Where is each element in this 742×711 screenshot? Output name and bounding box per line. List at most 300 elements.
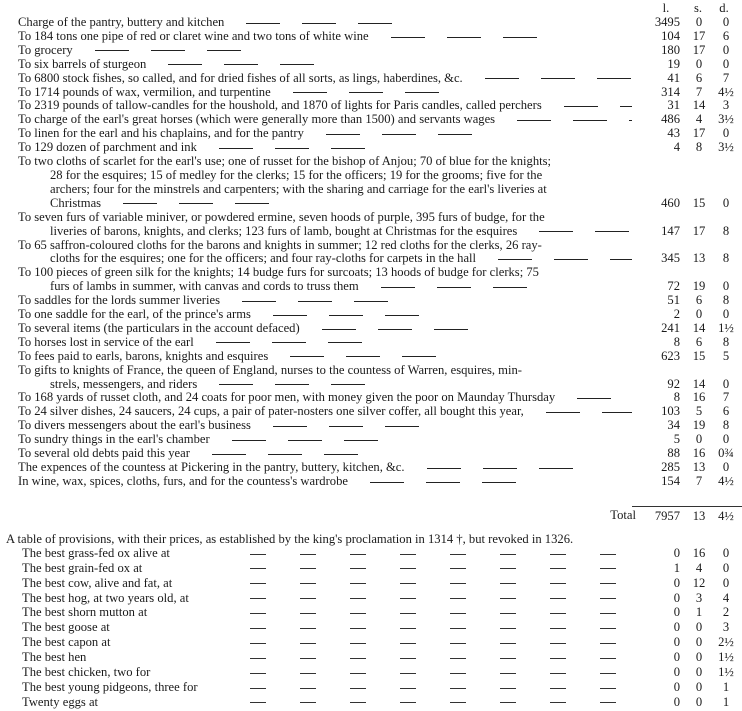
leader-dashes bbox=[250, 547, 650, 561]
leader-dash bbox=[450, 643, 466, 644]
leader-dash bbox=[322, 329, 356, 330]
pence-header: d. bbox=[719, 1, 729, 15]
provision-text: The best young pidgeons, three for bbox=[22, 679, 198, 694]
amount-shillings: 15 bbox=[692, 348, 706, 363]
provision-text: Twenty eggs at bbox=[22, 694, 99, 709]
leader-dash bbox=[358, 23, 392, 24]
leader-dash bbox=[268, 454, 302, 455]
leader-dash bbox=[550, 658, 566, 659]
amount-pence: 0 bbox=[722, 279, 730, 294]
amount-pence: 8 bbox=[722, 418, 730, 433]
provisions-title: A table of provisions, with their prices, as established by the king's proclamation in 1314 †, but revoked in 1326. bbox=[6, 532, 574, 546]
leader-dash bbox=[250, 658, 266, 659]
leader-dashes bbox=[250, 636, 650, 650]
leader-dash bbox=[450, 688, 466, 689]
provision-row bbox=[0, 651, 742, 666]
expense-row bbox=[0, 433, 742, 447]
leader-dash bbox=[95, 50, 129, 51]
leader-dash bbox=[179, 203, 213, 204]
amount-pounds: 34 bbox=[667, 418, 680, 433]
leader-dash bbox=[400, 643, 416, 644]
price-shillings: 0 bbox=[695, 665, 703, 680]
expense-text-line bbox=[0, 225, 632, 239]
total-shillings: 13 bbox=[692, 509, 706, 523]
price-pence: 2 bbox=[722, 605, 730, 620]
expense-text-line bbox=[0, 72, 632, 86]
leader-dash bbox=[482, 482, 516, 483]
amount-pence: 8 bbox=[722, 293, 730, 308]
expense-row bbox=[0, 405, 742, 419]
provision-text: The best chicken, two for bbox=[22, 665, 151, 680]
leader-dashes bbox=[250, 562, 650, 576]
leader-dash bbox=[280, 64, 314, 65]
provision-text: The best goose at bbox=[22, 620, 110, 635]
amount-pounds: 88 bbox=[667, 446, 680, 461]
leader-dash bbox=[207, 50, 241, 51]
expense-text: The expences of the countess at Pickering in the pantry, buttery, kitchen, &c. bbox=[18, 461, 405, 474]
expense-text: To several items (the particulars in the account defaced) bbox=[18, 321, 300, 335]
total-row bbox=[0, 509, 742, 525]
amount-pence: 0 bbox=[722, 56, 730, 71]
amount-pounds: 51 bbox=[667, 293, 680, 308]
leader-dash bbox=[600, 598, 616, 599]
expense-text-line bbox=[0, 433, 632, 447]
expense-row bbox=[0, 294, 742, 308]
leader-dash bbox=[219, 148, 253, 149]
leader-dash bbox=[400, 688, 416, 689]
leader-dash bbox=[550, 554, 566, 555]
amount-shillings: 15 bbox=[692, 195, 706, 210]
leader-dash bbox=[300, 643, 316, 644]
leader-dash bbox=[500, 598, 516, 599]
expense-text: To charge of the earl's great horses (which were generally more than 1500) and servants wages bbox=[18, 113, 496, 127]
expense-row bbox=[0, 16, 742, 30]
amount-shillings: 17 bbox=[692, 28, 706, 43]
leader-dash bbox=[450, 673, 466, 674]
leader-dash bbox=[273, 315, 307, 316]
provision-row bbox=[0, 577, 742, 592]
price-shillings: 3 bbox=[695, 590, 703, 605]
leader-dash bbox=[385, 426, 419, 427]
leader-dash bbox=[500, 658, 516, 659]
leader-dash bbox=[326, 134, 360, 135]
leader-dash bbox=[602, 412, 632, 413]
price-pence: 3 bbox=[722, 620, 730, 635]
leader-dash bbox=[600, 702, 616, 703]
amount-shillings: 17 bbox=[692, 223, 706, 238]
expense-text: cloths for the esquires; one for the officers; and four ray-cloths for carpets in the hall bbox=[50, 252, 477, 266]
expense-text-line bbox=[0, 405, 632, 419]
expense-row bbox=[0, 72, 742, 86]
price-pence: 0 bbox=[722, 545, 730, 560]
leader-dash bbox=[350, 613, 366, 614]
leader-dash bbox=[216, 342, 250, 343]
leader-dash bbox=[300, 554, 316, 555]
amount-shillings: 7 bbox=[695, 84, 703, 99]
provision-text: The best grass-fed ox alive at bbox=[22, 545, 170, 560]
leader-dash bbox=[329, 426, 363, 427]
leader-dash bbox=[550, 628, 566, 629]
amount-pounds: 486 bbox=[661, 112, 680, 127]
leader-dash bbox=[300, 598, 316, 599]
leader-dash bbox=[331, 148, 365, 149]
leader-dash bbox=[426, 482, 460, 483]
leader-dash bbox=[350, 568, 366, 569]
price-pounds: 0 bbox=[673, 620, 680, 635]
expense-text-line bbox=[0, 252, 632, 266]
expense-row bbox=[0, 211, 742, 239]
price-shillings: 0 bbox=[695, 620, 703, 635]
leader-dash bbox=[250, 568, 266, 569]
leader-dash bbox=[600, 583, 616, 584]
amount-pounds: 460 bbox=[661, 195, 680, 210]
expense-text-line bbox=[0, 113, 632, 127]
amount-pounds: 41 bbox=[667, 70, 680, 85]
leader-dash bbox=[350, 658, 366, 659]
amount-pounds: 314 bbox=[661, 84, 680, 99]
provision-row bbox=[0, 696, 742, 711]
provision-row bbox=[0, 666, 742, 681]
leader-dash bbox=[275, 148, 309, 149]
price-pounds: 0 bbox=[673, 635, 680, 650]
expense-text: To saddles for the lords summer liveries bbox=[18, 294, 220, 308]
leader-dash bbox=[250, 673, 266, 674]
leader-dash bbox=[573, 120, 607, 121]
leader-dash bbox=[550, 688, 566, 689]
leader-dash bbox=[600, 643, 616, 644]
expense-row bbox=[0, 447, 742, 461]
amount-pounds: 623 bbox=[661, 348, 680, 363]
price-shillings: 1 bbox=[695, 605, 703, 620]
leader-dash bbox=[450, 554, 466, 555]
amount-pounds: 5 bbox=[673, 432, 680, 447]
amount-pounds: 92 bbox=[667, 376, 680, 391]
amount-shillings: 14 bbox=[692, 98, 706, 113]
leader-dash bbox=[434, 329, 468, 330]
leader-dash bbox=[250, 598, 266, 599]
leader-dash bbox=[554, 259, 588, 260]
amount-pence: 6 bbox=[722, 404, 730, 419]
leader-dash bbox=[400, 598, 416, 599]
expense-text: To 2319 pounds of tallow-candles for the houshold, and 1870 of lights for Paris candles, called perchers bbox=[18, 99, 542, 113]
leader-dash bbox=[275, 384, 309, 385]
leader-dash bbox=[349, 92, 383, 93]
amount-shillings: 17 bbox=[692, 42, 706, 57]
expense-text: Charge of the pantry, buttery and kitchen bbox=[18, 16, 225, 29]
expense-text: Christmas bbox=[50, 196, 102, 210]
provision-text: The best hog, at two years old, at bbox=[22, 590, 189, 605]
leader-dash bbox=[500, 613, 516, 614]
amount-shillings: 16 bbox=[692, 390, 706, 405]
leader-dash bbox=[250, 688, 266, 689]
amount-pounds: 19 bbox=[667, 56, 680, 71]
leader-dash bbox=[350, 628, 366, 629]
price-pounds: 0 bbox=[673, 590, 680, 605]
price-pence: 1 bbox=[722, 694, 730, 709]
leader-dash bbox=[550, 673, 566, 674]
expense-text: To seven furs of variable miniver, or powdered ermine, seven hoods of purple, 395 furs of budge, for the bbox=[18, 210, 545, 224]
leader-dash bbox=[450, 598, 466, 599]
expense-list bbox=[0, 16, 742, 489]
expense-text: archers; four for the minstrels and carpenters; with the sharing and carriage for the earl's liveries at bbox=[50, 182, 547, 196]
leader-dash bbox=[447, 37, 481, 38]
leader-dash bbox=[485, 78, 519, 79]
amount-pence: 8 bbox=[722, 334, 730, 349]
expense-text-line bbox=[0, 44, 632, 58]
leader-dash bbox=[400, 628, 416, 629]
expense-text-line bbox=[0, 461, 632, 475]
leader-dash bbox=[378, 329, 412, 330]
amount-shillings: 7 bbox=[695, 473, 703, 488]
leader-dash bbox=[437, 287, 471, 288]
amount-pence: 6 bbox=[722, 28, 730, 43]
leader-dash bbox=[331, 384, 365, 385]
price-pence: 1 bbox=[722, 679, 730, 694]
leader-dash bbox=[400, 568, 416, 569]
amount-pounds: 154 bbox=[661, 473, 680, 488]
leader-dash bbox=[550, 702, 566, 703]
column-headers bbox=[0, 2, 742, 16]
expense-row bbox=[0, 391, 742, 405]
amount-pence: 0 bbox=[722, 432, 730, 447]
expense-text-line bbox=[0, 239, 632, 253]
price-shillings: 0 bbox=[695, 650, 703, 665]
expense-text-line bbox=[0, 308, 632, 322]
leader-dash bbox=[302, 23, 336, 24]
leader-dash bbox=[400, 702, 416, 703]
expense-text-line bbox=[0, 280, 632, 294]
leader-dash bbox=[450, 583, 466, 584]
leader-dash bbox=[539, 468, 573, 469]
leader-dash bbox=[450, 628, 466, 629]
amount-pence: 4½ bbox=[718, 84, 734, 99]
amount-shillings: 17 bbox=[692, 126, 706, 141]
expense-text-line bbox=[0, 419, 632, 433]
expense-text-line bbox=[0, 211, 632, 225]
price-pence: 1½ bbox=[718, 650, 734, 665]
leader-dash bbox=[350, 598, 366, 599]
expense-row bbox=[0, 266, 742, 294]
leader-dash bbox=[500, 688, 516, 689]
leader-dash bbox=[450, 702, 466, 703]
leader-dash bbox=[350, 702, 366, 703]
leader-dash bbox=[539, 231, 573, 232]
leader-dash bbox=[405, 92, 439, 93]
leader-dash bbox=[344, 440, 378, 441]
amount-pence: 7 bbox=[722, 390, 730, 405]
amount-shillings: 0 bbox=[695, 432, 703, 447]
provision-row bbox=[0, 562, 742, 577]
leader-dash bbox=[600, 688, 616, 689]
expense-row bbox=[0, 308, 742, 322]
price-pence: 4 bbox=[722, 590, 730, 605]
expense-row bbox=[0, 322, 742, 336]
leader-dash bbox=[541, 78, 575, 79]
expense-text: To 168 yards of russet cloth, and 24 coats for poor men, with money given the poor on Maunday Thursday bbox=[18, 391, 556, 405]
amount-pence: 0 bbox=[722, 376, 730, 391]
amount-pence: 0 bbox=[722, 460, 730, 474]
expense-row bbox=[0, 350, 742, 364]
amount-pence: 8 bbox=[722, 223, 730, 238]
provision-row bbox=[0, 606, 742, 621]
price-pounds: 0 bbox=[673, 575, 680, 590]
amount-pounds: 31 bbox=[667, 98, 680, 113]
expense-text: furs of lambs in summer, with canvas and cords to truss them bbox=[50, 280, 359, 294]
leader-dash bbox=[600, 568, 616, 569]
leader-dash bbox=[328, 342, 362, 343]
amount-shillings: 19 bbox=[692, 279, 706, 294]
leader-dash bbox=[123, 203, 157, 204]
leader-dash bbox=[550, 583, 566, 584]
amount-pounds: 72 bbox=[667, 279, 680, 294]
expense-row bbox=[0, 364, 742, 392]
leader-dash bbox=[564, 106, 598, 107]
leader-dash bbox=[350, 583, 366, 584]
leader-dash bbox=[300, 658, 316, 659]
leader-dash bbox=[450, 568, 466, 569]
amount-shillings: 8 bbox=[695, 140, 703, 155]
expense-text-line bbox=[0, 475, 632, 489]
expense-text: To gifts to knights of France, the queen of England, nurses to the countess of Warren, esquires, min- bbox=[18, 363, 522, 377]
leader-dash bbox=[272, 342, 306, 343]
expense-row bbox=[0, 127, 742, 141]
expense-text: To linen for the earl and his chaplains, and for the pantry bbox=[18, 127, 304, 141]
expense-text-line bbox=[0, 294, 632, 308]
expense-text-line bbox=[0, 350, 632, 364]
total-rule bbox=[632, 506, 742, 507]
leader-dashes bbox=[250, 681, 650, 695]
expense-text: To grocery bbox=[18, 43, 73, 57]
leader-dash bbox=[300, 702, 316, 703]
leader-dash bbox=[550, 568, 566, 569]
expense-row bbox=[0, 336, 742, 350]
leader-dash bbox=[400, 673, 416, 674]
amount-shillings: 0 bbox=[695, 307, 703, 322]
amount-pence: 3½ bbox=[718, 112, 734, 127]
amount-pence: 0 bbox=[722, 42, 730, 57]
leader-dash bbox=[293, 92, 327, 93]
amount-shillings: 16 bbox=[692, 446, 706, 461]
price-shillings: 0 bbox=[695, 694, 703, 709]
amount-pence: 8 bbox=[722, 251, 730, 266]
expense-text-line bbox=[0, 58, 632, 72]
leader-dash bbox=[400, 613, 416, 614]
total-label: Total bbox=[610, 508, 636, 522]
expense-row bbox=[0, 30, 742, 44]
leader-dash bbox=[402, 356, 436, 357]
leader-dash bbox=[250, 583, 266, 584]
amount-pence: 4½ bbox=[718, 473, 734, 488]
leader-dashes bbox=[250, 696, 650, 710]
expense-row bbox=[0, 58, 742, 72]
leader-dash bbox=[550, 613, 566, 614]
leader-dash bbox=[346, 356, 380, 357]
amount-pounds: 180 bbox=[661, 42, 680, 57]
leader-dash bbox=[597, 78, 631, 79]
amount-pence: 5 bbox=[722, 348, 730, 363]
expense-text-line bbox=[0, 183, 632, 197]
amount-shillings: 6 bbox=[695, 334, 703, 349]
expense-text: In wine, wax, spices, cloths, furs, and for the countess's wardrobe bbox=[18, 474, 348, 488]
expense-text: To several old debts paid this year bbox=[18, 447, 190, 461]
shillings-header: s. bbox=[693, 1, 703, 15]
amount-shillings: 4 bbox=[695, 112, 703, 127]
provisions-section bbox=[0, 533, 742, 711]
expense-text: To 100 pieces of green silk for the knights; 14 budge furs for surcoats; 13 hoods of budge for clerks; 75 bbox=[18, 266, 539, 280]
leader-dash bbox=[288, 440, 322, 441]
leader-dashes bbox=[250, 606, 650, 620]
leader-dash bbox=[298, 301, 332, 302]
total-pounds: 7957 bbox=[654, 509, 680, 523]
leader-dash bbox=[300, 673, 316, 674]
leader-dash bbox=[500, 583, 516, 584]
provision-row bbox=[0, 681, 742, 696]
price-pounds: 1 bbox=[673, 560, 680, 575]
expense-text-line bbox=[0, 364, 632, 378]
provision-row bbox=[0, 636, 742, 651]
expense-row bbox=[0, 461, 742, 475]
leader-dash bbox=[550, 643, 566, 644]
expense-row bbox=[0, 141, 742, 155]
amount-pounds: 2 bbox=[673, 307, 680, 322]
provisions-list bbox=[0, 547, 742, 711]
amount-shillings: 13 bbox=[692, 251, 706, 266]
expense-text-line bbox=[0, 169, 632, 183]
price-shillings: 4 bbox=[695, 560, 703, 575]
leader-dash bbox=[300, 568, 316, 569]
leader-dash bbox=[329, 315, 363, 316]
leader-dash bbox=[350, 673, 366, 674]
leader-dash bbox=[300, 688, 316, 689]
expense-text: To fees paid to earls, barons, knights and esquires bbox=[18, 349, 269, 363]
leader-dash bbox=[620, 106, 632, 107]
leader-dash bbox=[350, 688, 366, 689]
expense-text-line bbox=[0, 336, 632, 350]
provision-text: The best shorn mutton at bbox=[22, 605, 148, 620]
amount-shillings: 6 bbox=[695, 70, 703, 85]
leader-dash bbox=[385, 315, 419, 316]
leader-dash bbox=[246, 23, 280, 24]
leader-dash bbox=[382, 134, 416, 135]
expense-text: To 129 dozen of parchment and ink bbox=[18, 141, 197, 155]
leader-dash bbox=[450, 658, 466, 659]
leader-dash bbox=[232, 440, 266, 441]
leader-dash bbox=[600, 628, 616, 629]
leader-dash bbox=[250, 702, 266, 703]
amount-pence: 1½ bbox=[718, 320, 734, 335]
expense-text-line bbox=[0, 99, 632, 113]
leader-dash bbox=[600, 554, 616, 555]
leader-dash bbox=[517, 120, 551, 121]
leader-dash bbox=[610, 259, 632, 260]
amount-pence: 0¾ bbox=[718, 446, 734, 461]
leader-dash bbox=[350, 643, 366, 644]
amount-pence: 3 bbox=[722, 98, 730, 113]
price-pounds: 0 bbox=[673, 665, 680, 680]
leader-dash bbox=[300, 628, 316, 629]
amount-pounds: 241 bbox=[661, 320, 680, 335]
amount-pounds: 345 bbox=[661, 251, 680, 266]
expense-text-line bbox=[0, 322, 632, 336]
provision-text: The best capon at bbox=[22, 635, 111, 650]
provision-text: The best cow, alive and fat, at bbox=[22, 575, 173, 590]
amount-shillings: 6 bbox=[695, 293, 703, 308]
leader-dash bbox=[350, 554, 366, 555]
leader-dash bbox=[391, 37, 425, 38]
leader-dash bbox=[250, 613, 266, 614]
price-shillings: 16 bbox=[692, 545, 706, 560]
expense-text-line bbox=[0, 86, 632, 100]
